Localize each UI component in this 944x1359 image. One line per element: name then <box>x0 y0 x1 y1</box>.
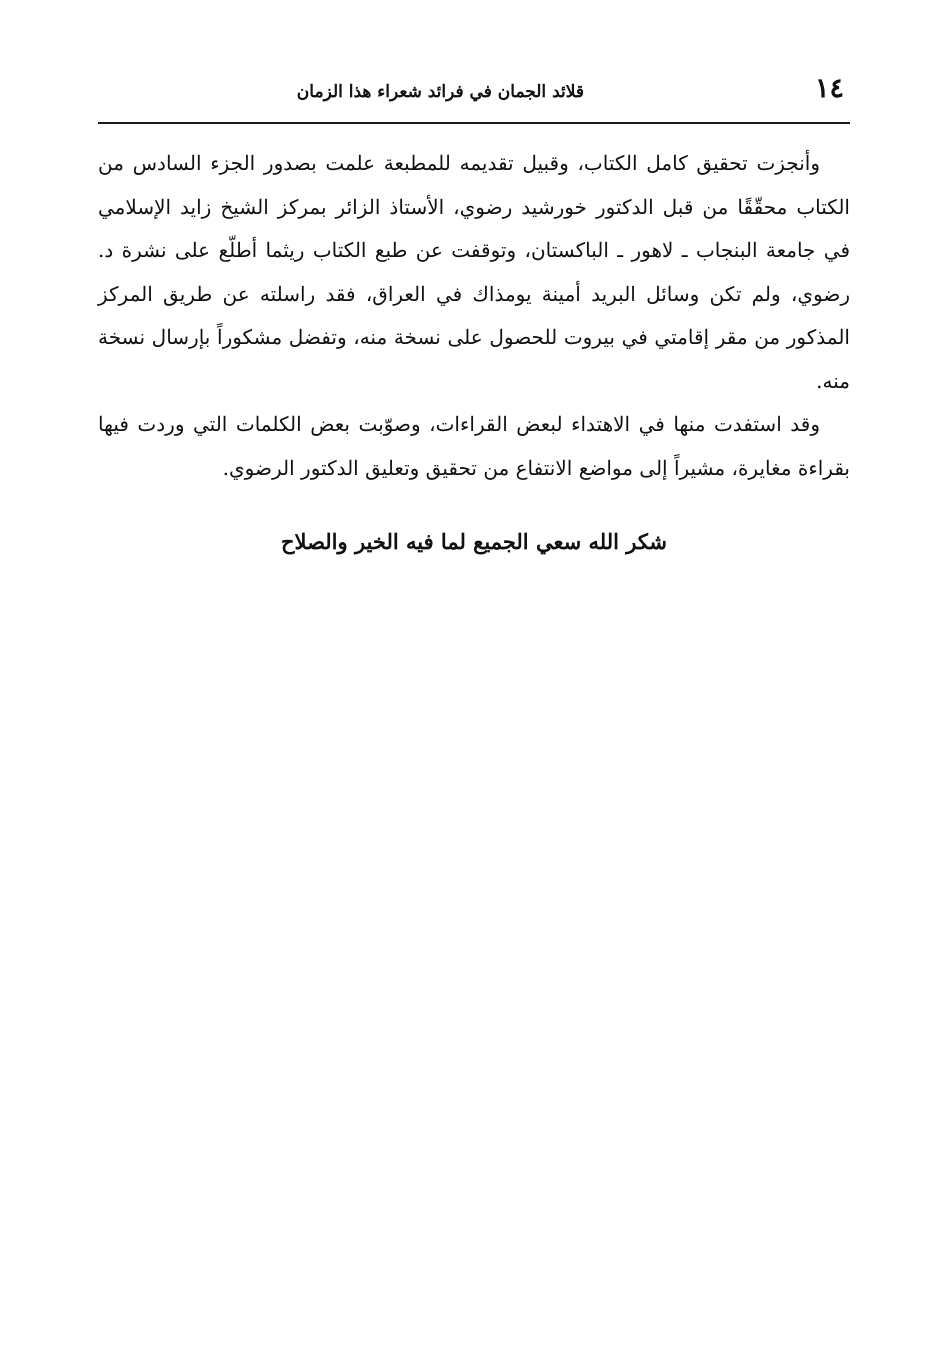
closing-line: شكر الله سعي الجميع لما فيه الخير والصلاح <box>280 529 668 554</box>
paragraph-2: وقد استفدت منها في الاهتداء لبعض القراءات، وصوّبت بعض الكلمات التي وردت فيها بقراءة مغايرة، مشيراً إلى مواضع الانتفاع من تحقيق وتعليق الدكتور الرضوي. <box>98 412 850 480</box>
page-number: ١٤ <box>814 73 844 104</box>
page-header <box>98 70 850 118</box>
paragraph-1: وأنجزت تحقيق كامل الكتاب، وقبيل تقديمه للمطبعة علمت بصدور الجزء السادس من الكتاب محقّقًا من قبل الدكتور خورشيد رضوي، الأستاذ الزائر بمركز الشيخ زايد الإسلامي في جامعة البنجاب ـ لاهور ـ الباكستان، وتوقفت عن طبع الكتاب ريثما أطلّع على نشرة د. رضوي، ولم تكن وسائل البريد أمينة يومذاك في العراق، فقد راسلته عن طريق المركز المذكور من مقر إقامتي في بيروت للحصول على نسخة منه، وتفضل مشكوراً بإرسال نسخة منه. <box>98 151 850 393</box>
header-rule <box>98 122 850 124</box>
running-title: قلائد الجمان في فرائد شعراء هذا الزمان <box>296 82 584 102</box>
body-text <box>98 142 850 490</box>
